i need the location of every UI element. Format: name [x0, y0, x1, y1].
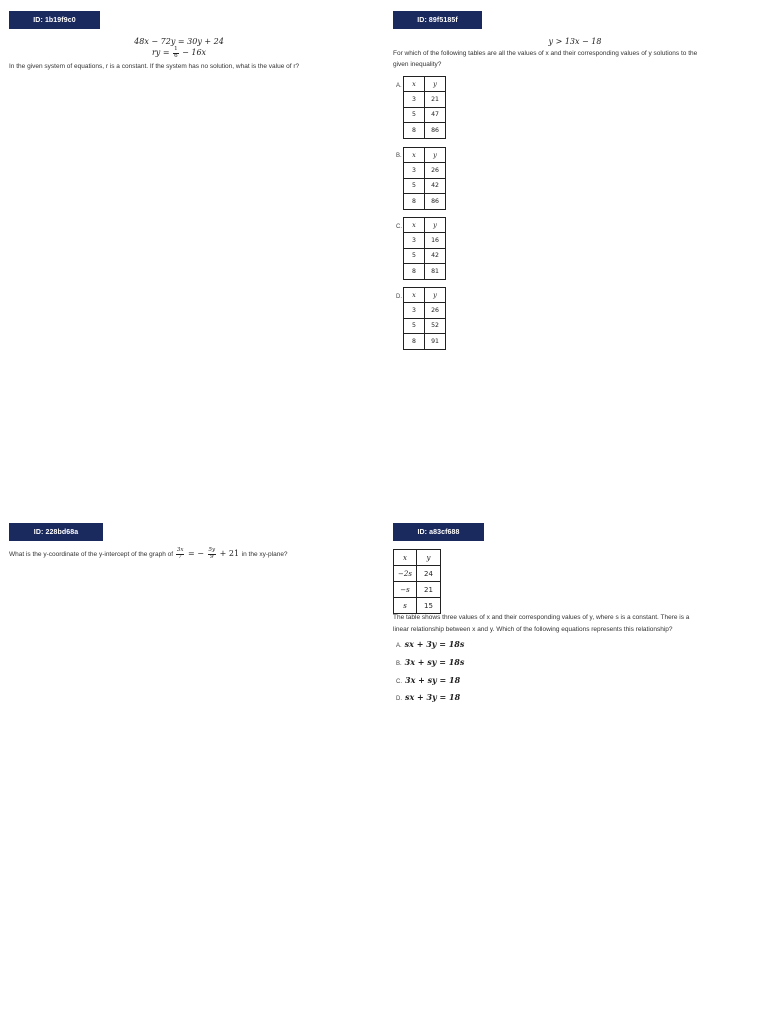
option-a[interactable] [396, 639, 464, 649]
text-segment: What is the y-coordinate of the y-intercept of the graph of [9, 551, 174, 558]
option-d-table[interactable] [403, 287, 446, 350]
question-text-line-1: For which of the following tables are all the values of x and their corresponding values of y solutions to the [393, 50, 698, 57]
fraction: $\frac{5y}{9}$ [208, 547, 216, 560]
option-equation: 3x + sy = 18 [405, 675, 461, 685]
question-id-badge [9, 11, 100, 29]
option-letter: D. [396, 294, 402, 300]
cell: 26 [425, 303, 446, 318]
header-y: y [425, 218, 446, 233]
system-equation-1: 48x − 72y = 30y + 24 [134, 37, 224, 46]
text-segment: in the xy-plane? [241, 551, 288, 558]
option-c-table[interactable] [403, 217, 446, 280]
cell: 26 [425, 163, 446, 178]
option-b-table[interactable] [403, 147, 446, 210]
cell: s [394, 598, 417, 614]
cell: 5 [404, 107, 425, 122]
cell: 8 [404, 194, 425, 209]
question-id-badge [393, 523, 484, 541]
question-text: In the given system of equations, r is a constant. If the system has no solution, what is the value of r? [9, 63, 300, 70]
cell: 42 [425, 248, 446, 263]
question-text-line-1: The table shows three values of x and their corresponding values of y, where s is a constant. There is a [393, 614, 690, 621]
question-text-line-2: given inequality? [393, 61, 442, 68]
option-letter: A. [396, 643, 402, 649]
cell: 52 [425, 318, 446, 333]
cell: 91 [425, 334, 446, 349]
question-id-label: ID: 228bd68a [33, 528, 79, 536]
inequality: y > 13x − 18 [548, 37, 602, 46]
cell: 3 [404, 163, 425, 178]
header-x: x [404, 218, 425, 233]
cell: 3 [404, 233, 425, 248]
cell: 21 [417, 582, 441, 598]
question-text [9, 548, 379, 561]
cell: 24 [417, 566, 441, 582]
values-table [393, 549, 441, 614]
cell: 5 [404, 248, 425, 263]
cell: 15 [417, 598, 441, 614]
cell: 5 [404, 178, 425, 193]
system-equation-2: ry = $\frac{1}{6}$ − 16x [151, 46, 207, 59]
cell: 8 [404, 123, 425, 138]
header-y: y [417, 550, 441, 566]
question-id-badge [393, 11, 482, 29]
cell: 86 [425, 123, 446, 138]
cell: −s [394, 582, 417, 598]
option-a-table[interactable] [403, 76, 446, 139]
cell: −2s [394, 566, 417, 582]
cell: 5 [404, 318, 425, 333]
option-letter: C. [396, 679, 402, 685]
header-x: x [394, 550, 417, 566]
header-x: x [404, 77, 425, 92]
cell: 3 [404, 92, 425, 107]
cell: 8 [404, 264, 425, 279]
cell: 21 [425, 92, 446, 107]
cell: 16 [425, 233, 446, 248]
option-equation: 3x + sy = 18s [404, 657, 465, 667]
cell: 8 [404, 334, 425, 349]
question-text-line-2: linear relationship between x and y. Which of the following equations represents this relationship? [393, 626, 673, 633]
option-equation: sx + 3y = 18 [405, 692, 461, 702]
option-c[interactable] [396, 675, 460, 685]
question-id-badge [9, 523, 103, 541]
cell: 3 [404, 303, 425, 318]
question-id-label: ID: 1b19f9c0 [33, 16, 76, 24]
option-b[interactable] [396, 657, 464, 667]
option-equation: sx + 3y = 18s [404, 639, 465, 649]
cell: 86 [425, 194, 446, 209]
line-equation: $\frac{3x}{7}$ = − $\frac{5y}{9}$ + 21 [176, 547, 240, 560]
option-letter: B. [396, 153, 402, 159]
cell: 42 [425, 178, 446, 193]
option-letter: D. [396, 696, 402, 702]
header-y: y [425, 148, 446, 163]
option-letter: A. [396, 83, 402, 89]
fraction: $\frac{1}{6}$ [174, 46, 178, 59]
header-y: y [425, 77, 446, 92]
cell: 47 [425, 107, 446, 122]
option-letter: C. [396, 224, 402, 230]
question-id-label: ID: 89f5185f [417, 16, 458, 24]
header-x: x [404, 288, 425, 303]
header-x: x [404, 148, 425, 163]
header-y: y [425, 288, 446, 303]
option-letter: B. [396, 661, 402, 667]
question-id-label: ID: a83cf688 [417, 528, 460, 536]
cell: 81 [425, 264, 446, 279]
fraction: $\frac{3x}{7}$ [176, 547, 184, 560]
option-d[interactable] [396, 692, 460, 702]
